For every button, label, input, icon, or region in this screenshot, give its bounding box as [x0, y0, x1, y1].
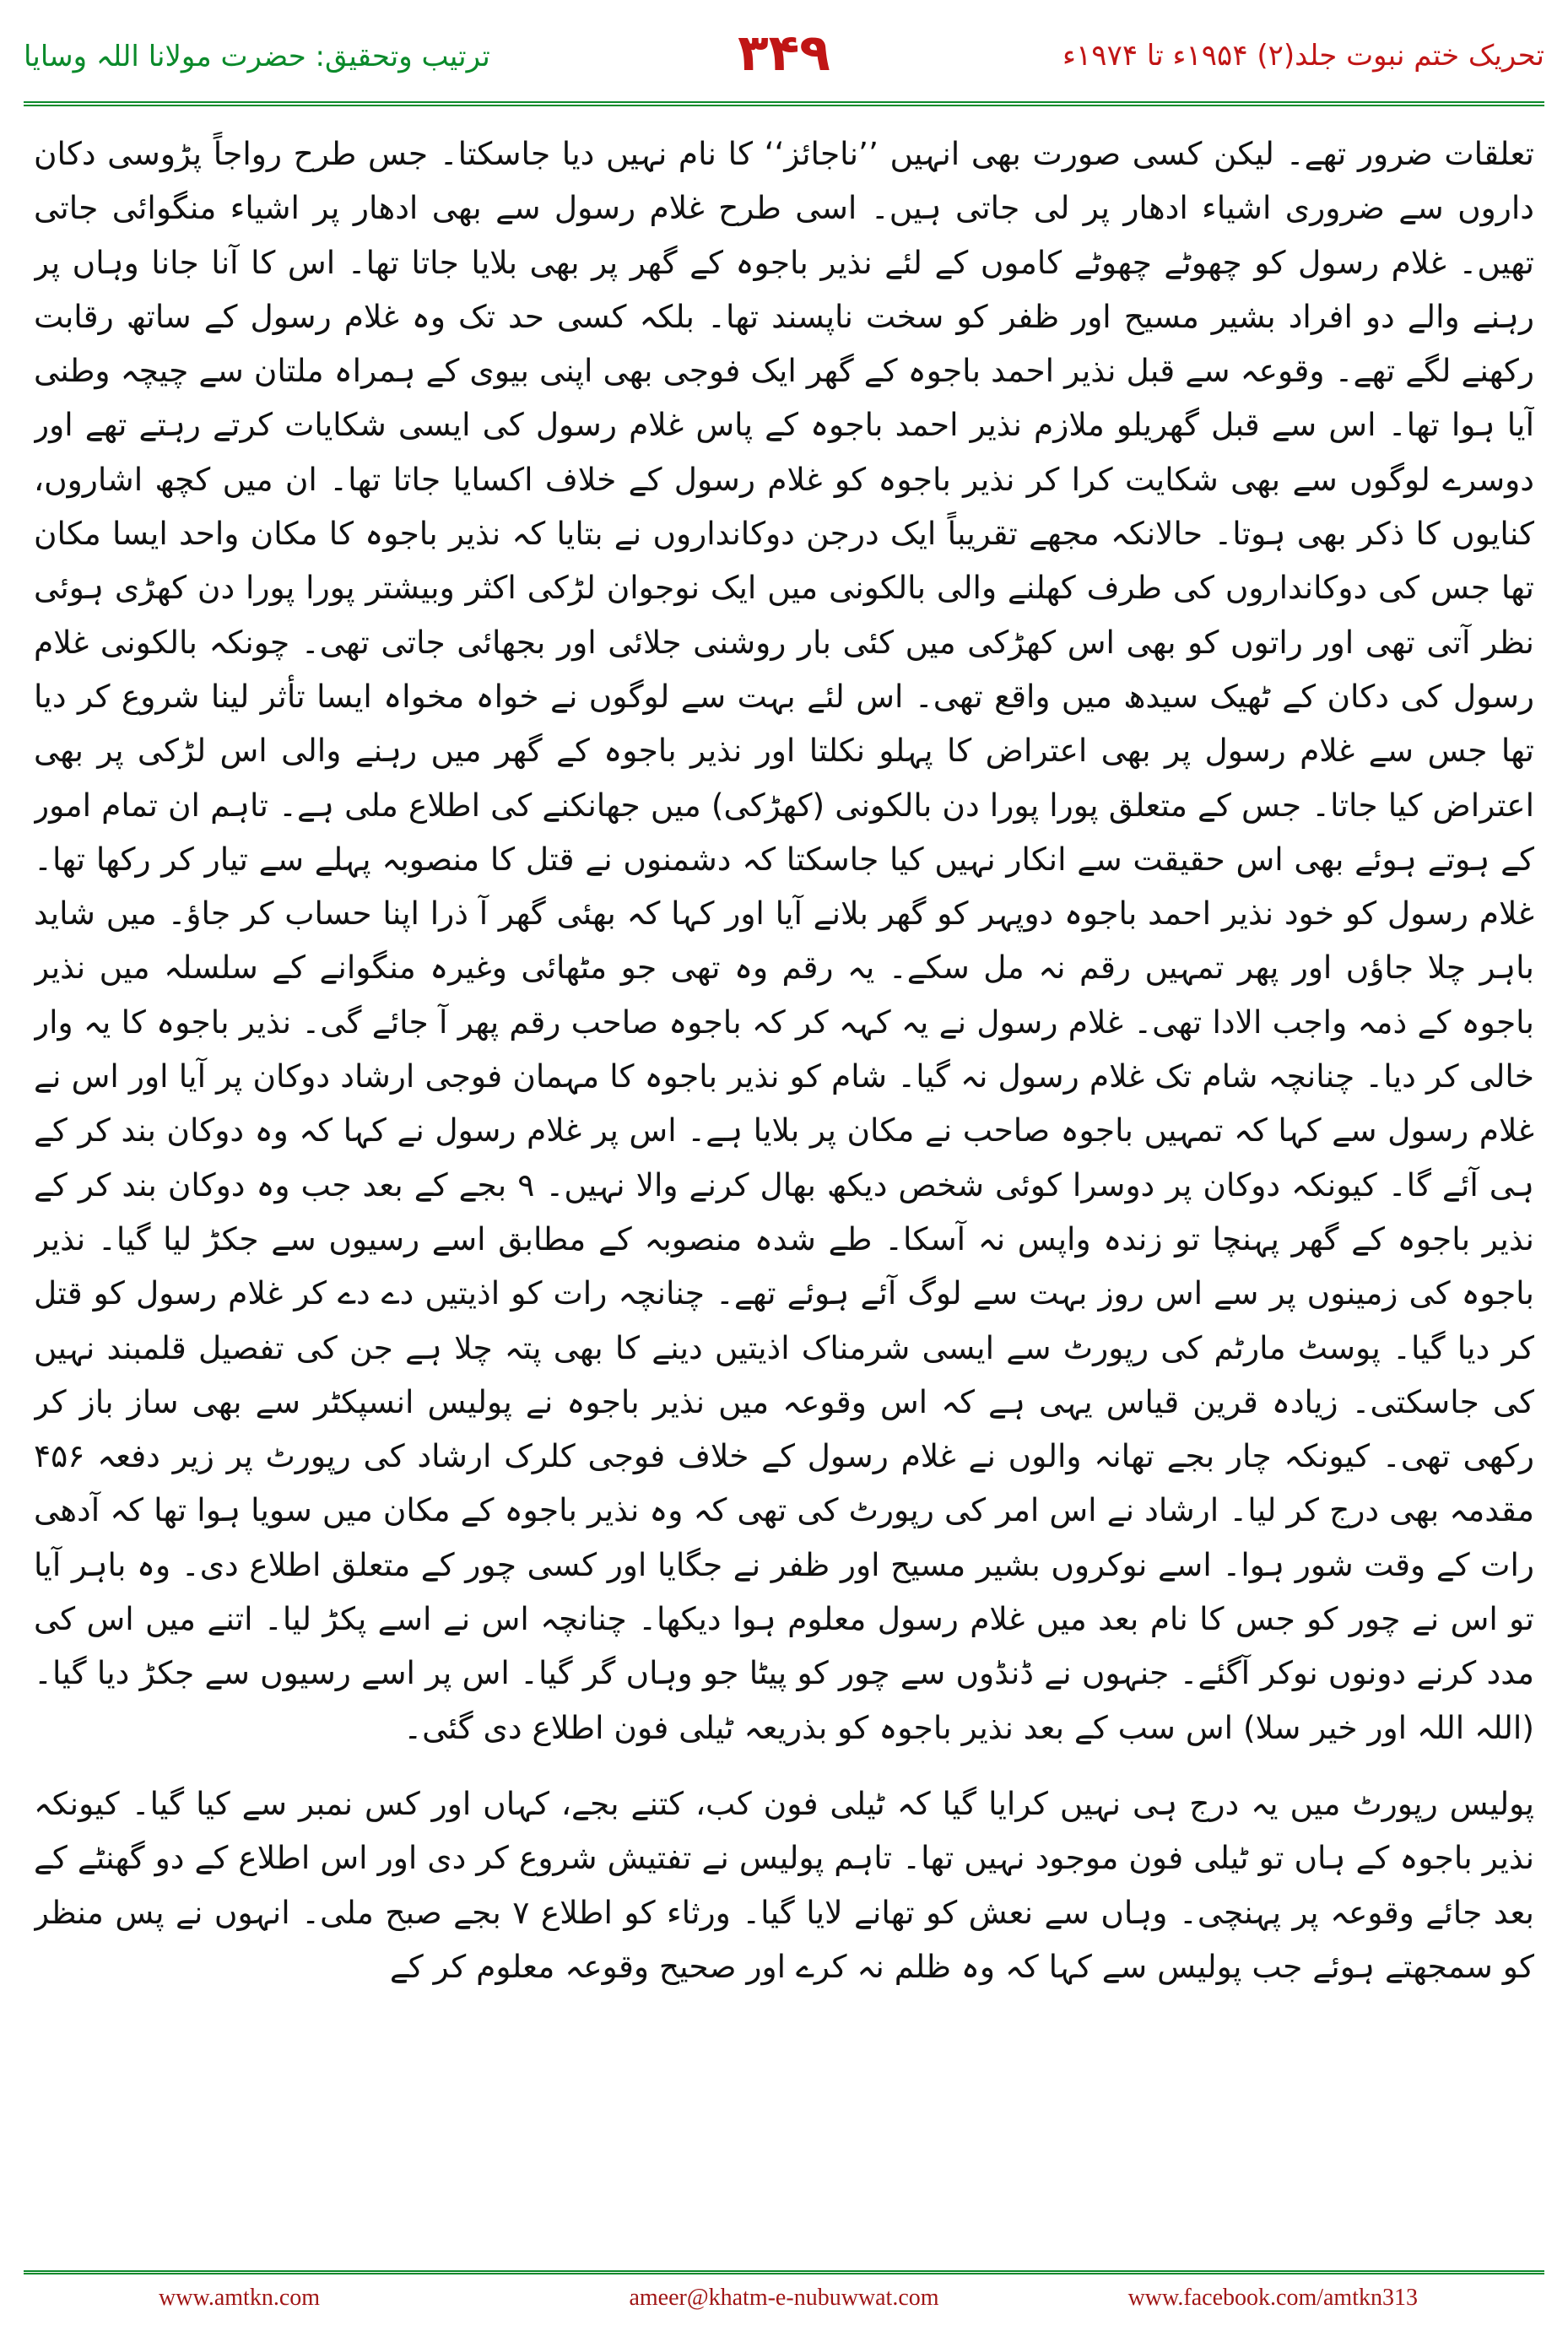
page-body: [34, 127, 1534, 2253]
book-title: تحریک ختم نبوت جلد(۲) ۱۹۵۴ء تا ۱۹۷۴ء: [1062, 39, 1544, 73]
website-link[interactable]: www.amtkn.com: [159, 2285, 321, 2311]
header-divider: [24, 101, 1544, 106]
email-link[interactable]: ameer@khatm-e-nubuwwat.com: [629, 2285, 939, 2311]
compiler-credit: ترتیب وتحقیق: حضرت مولانا اللہ وسایا: [24, 40, 490, 73]
paragraph-1: تعلقات ضرور تھے۔ لیکن کسی صورت بھی انہیں ’’ناجائز‘‘ کا نام نہیں دیا جاسکتا۔ جس طرح رواجاً پڑوسی دکان داروں سے ضروری اشیاء ادھار پر لی جاتی ہیں۔ اسی طرح غلام رسول سے بھی ادھار پر اشیاء منگوائی جاتی تھیں۔ غلام رسول کو چھوٹے چھوٹے کاموں کے لئے نذیر باجوہ کے گھر پر بھی بلایا جاتا تھا۔ اس کا آنا جانا وہاں پر رہنے والے دو افراد بشیر مسیح اور ظفر کو سخت ناپسند تھا۔ بلکہ کسی حد تک وہ غلام رسول کے ساتھ رقابت رکھنے لگے تھے۔ وقوعہ سے قبل نذیر احمد باجوہ کے گھر ایک فوجی بھی اپنی بیوی کے ہمراہ ملتان سے چیچہ وطنی آیا ہوا تھا۔ اس سے قبل گھریلو ملازم نذیر احمد باجوہ کے پاس غلام رسول کی ایسی شکایات کرتے رہتے تھے اور دوسرے لوگوں سے بھی شکایت کرا کر نذیر باجوہ کو غلام رسول کے خلاف اکسایا جاتا تھا۔ ان میں کچھ اشاروں، کنایوں کا ذکر بھی ہوتا۔ حالانکہ مجھے تقریباً ایک درجن دوکانداروں نے بتایا کہ نذیر باجوہ کا مکان واحد ایسا مکان تھا جس کی دوکانداروں کی طرف کھلنے والی بالکونی میں ایک نوجوان لڑکی اکثر وبیشتر پورا پورا دن کھڑی ہوئی نظر آتی تھی اور راتوں کو بھی اس کھڑکی میں کئی بار روشنی جلائی اور بجھائی جاتی تھی۔ چونکہ بالکونی غلام رسول کی دکان کے ٹھیک سیدھ میں واقع تھی۔ اس لئے بہت سے لوگوں نے خواہ مخواہ ایسا تأثر لینا شروع کر دیا تھا جس سے غلام رسول پر بھی اعتراض کا پہلو نکلتا اور نذیر باجوہ کے گھر میں رہنے والی اس لڑکی پر بھی اعتراض کیا جاتا۔ جس کے متعلق پورا پورا دن بالکونی (کھڑکی) میں جھانکنے کی اطلاع ملی ہے۔ تاہم ان تمام امور کے ہوتے ہوئے بھی اس حقیقت سے انکار نہیں کیا جاسکتا کہ دشمنوں نے قتل کا منصوبہ پہلے سے تیار کر رکھا تھا۔ غلام رسول کو خود نذیر احمد باجوہ دوپہر کو گھر بلانے آیا اور کہا کہ بھئی گھر آ ذرا اپنا حساب کر جاؤ۔ میں شاید باہر چلا جاؤں اور پھر تمہیں رقم نہ مل سکے۔ یہ رقم وہ تھی جو مٹھائی وغیرہ منگوانے کے سلسلہ میں نذیر باجوہ کے ذمہ واجب الادا تھی۔ غلام رسول نے یہ کہہ کر کہ باجوہ صاحب رقم پھر آ جائے گی۔ نذیر باجوہ کا یہ وار خالی کر دیا۔ چنانچہ شام تک غلام رسول نہ گیا۔ شام کو نذیر باجوہ کا مہمان فوجی ارشاد دوکان پر آیا اور اس نے غلام رسول سے کہا کہ تمہیں باجوہ صاحب نے مکان پر بلایا ہے۔ اس پر غلام رسول نے کہا کہ وہ دوکان بند کر کے ہی آئے گا۔ کیونکہ دوکان پر دوسرا کوئی شخص دیکھ بھال کرنے والا نہیں۔ ۹ بجے کے بعد جب وہ دوکان بند کر کے نذیر باجوہ کے گھر پہنچا تو زندہ واپس نہ آسکا۔ طے شدہ منصوبہ کے مطابق اسے رسیوں سے جکڑ لیا گیا۔ نذیر باجوہ کی زمینوں پر سے اس روز بہت سے لوگ آئے ہوئے تھے۔ چنانچہ رات کو اذیتیں دے دے کر غلام رسول کو قتل کر دیا گیا۔ پوسٹ مارٹم کی رپورٹ سے ایسی شرمناک اذیتیں دینے کا بھی پتہ چلا ہے جن کی تفصیل قلمبند نہیں کی جاسکتی۔ زیادہ قرین قیاس یہی ہے کہ اس وقوعہ میں نذیر باجوہ نے پولیس انسپکٹر سے بھی ساز باز کر رکھی تھی۔ کیونکہ چار بجے تھانہ والوں نے غلام رسول کے خلاف فوجی کلرک ارشاد کی رپورٹ پر زیر دفعہ ۴۵۶ مقدمہ بھی درج کر لیا۔ ارشاد نے اس امر کی رپورٹ کی تھی کہ وہ نذیر باجوہ کے مکان میں سویا ہوا تھا کہ آدھی رات کے وقت شور ہوا۔ اسے نوکروں بشیر مسیح اور ظفر نے جگایا اور کسی چور کے متعلق اطلاع دی۔ وہ باہر آیا تو اس نے چور کو جس کا نام بعد میں غلام رسول معلوم ہوا دیکھا۔ چنانچہ اس نے اسے پکڑ لیا۔ اتنے میں اس کی مدد کرنے دونوں نوکر آگئے۔ جنہوں نے ڈنڈوں سے چور کو پیٹا جو وہاں گر گیا۔ اس پر اسے رسیوں سے جکڑ دیا گیا۔ (اللہ اللہ اور خیر سلا) اس سب کے بعد نذیر باجوہ کو بذریعہ ٹیلی فون اطلاع دی گئی۔: [34, 135, 1534, 1746]
page-header: [24, 24, 1544, 91]
page-number: ۳۴۹: [738, 24, 830, 83]
page-footer: [24, 2270, 1544, 2325]
facebook-link[interactable]: www.facebook.com/amtkn313: [1127, 2285, 1418, 2311]
paragraph-2: پولیس رپورٹ میں یہ درج ہی نہیں کرایا گیا کہ ٹیلی فون کب، کتنے بجے، کہاں اور کس نمبر سے کیا گیا۔ کیونکہ نذیر باجوہ کے ہاں تو ٹیلی فون موجود نہیں تھا۔ تاہم پولیس نے تفتیش شروع کر دی اور اس اطلاع کے دو گھنٹے کے بعد جائے وقوعہ پر پہنچی۔ وہاں سے نعش کو تھانے لایا گیا۔ ورثاء کو اطلاع ۷ بجے صبح ملی۔ انہوں نے پس منظر کو سمجھتے ہوئے جب پولیس سے کہا کہ وہ ظلم نہ کرے اور صحیح وقوعہ معلوم کر کے: [34, 1784, 1534, 1985]
